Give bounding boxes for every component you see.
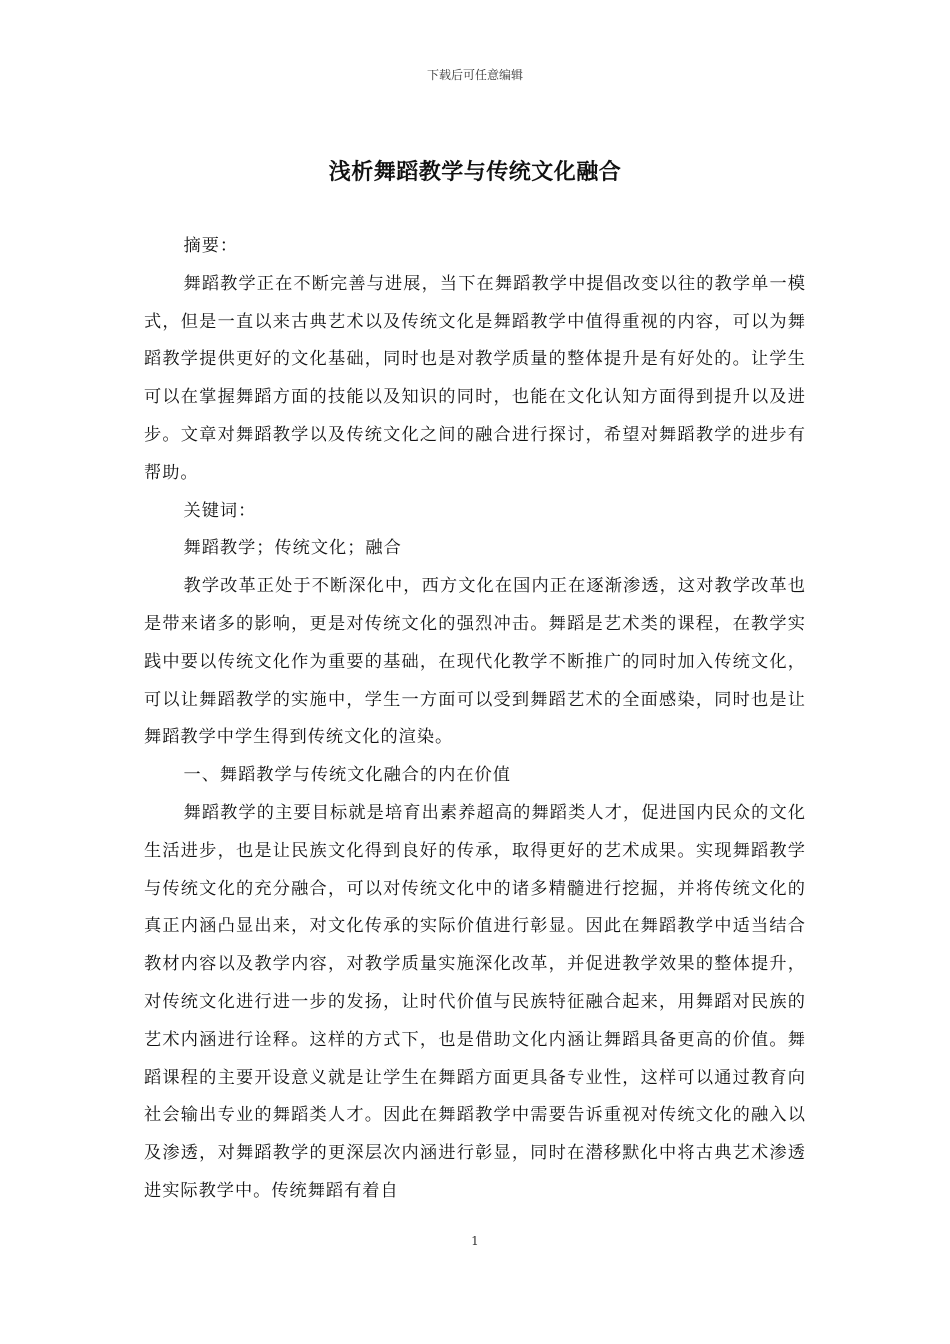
section-paragraph: 舞蹈教学的主要目标就是培育出素养超高的舞蹈类人才，促进国内民众的文化生活进步，也是让民族文化得到良好的传承，取得更好的艺术成果。实现舞蹈教学与传统文化的充分融合，可以对传统文化中的诸多精髓进行挖掘，并将传统文化的真正内涵凸显出来，对文化传承的实际价值进行彰显。因此在舞蹈教学中适当结合教材内容以及教学内容，对教学质量实施深化改革，并促进教学效果的整体提升，对传统文化进行进一步的发扬，让时代价值与民族特征融合起来，用舞蹈对民族的艺术内涵进行诠释。这样的方式下，也是借助文化内涵让舞蹈具备更高的价值。舞蹈课程的主要开设意义就是让学生在舞蹈方面更具备专业性，这样可以通过教育向社会输出专业的舞蹈类人才。因此在舞蹈教学中需要告诉重视对传统文化的融入以及渗透，对舞蹈教学的更深层次内涵进行彰显，同时在潜移默化中将古典艺术渗透进实际教学中。传统舞蹈有着自: [144, 802, 806, 1201]
page-number: 1: [471, 1234, 479, 1248]
abstract-label: 摘要：: [183, 236, 239, 256]
page-header: 下载后可任意编辑: [426, 68, 523, 82]
intro-paragraph: 教学改革正处于不断深化中，西方文化在国内正在逐渐渗透，这对教学改革也是带来诸多的影响，更是对传统文化的强烈冲击。舞蹈是艺术类的课程，在教学实践中要以传统文化作为重要的基础，在现代化教学不断推广的同时加入传统文化，可以让舞蹈教学的实施中，学生一方面可以受到舞蹈艺术的全面感染，同时也是让舞蹈教学中学生得到传统文化的渲染。: [144, 576, 806, 748]
keywords-label: 关键词：: [183, 500, 257, 521]
keywords-list: 舞蹈教学；传统文化；融合: [183, 538, 402, 559]
document-body: [144, 228, 806, 1211]
section-heading: 一、舞蹈教学与传统文化融合的内在价值: [183, 765, 511, 786]
document-title: 浅析舞蹈教学与传统文化融合: [328, 159, 622, 185]
abstract-paragraph: 舞蹈教学正在不断完善与进展，当下在舞蹈教学中提倡改变以往的教学单一模式，但是一直以来古典艺术以及传统文化是舞蹈教学中值得重视的内容，可以为舞蹈教学提供更好的文化基础，同时也是对教学质量的整体提升是有好处的。让学生可以在掌握舞蹈方面的技能以及知识的同时，也能在文化认知方面得到提升以及进步。文章对舞蹈教学以及传统文化之间的融合进行探讨，希望对舞蹈教学的进步有帮助。: [144, 273, 806, 483]
